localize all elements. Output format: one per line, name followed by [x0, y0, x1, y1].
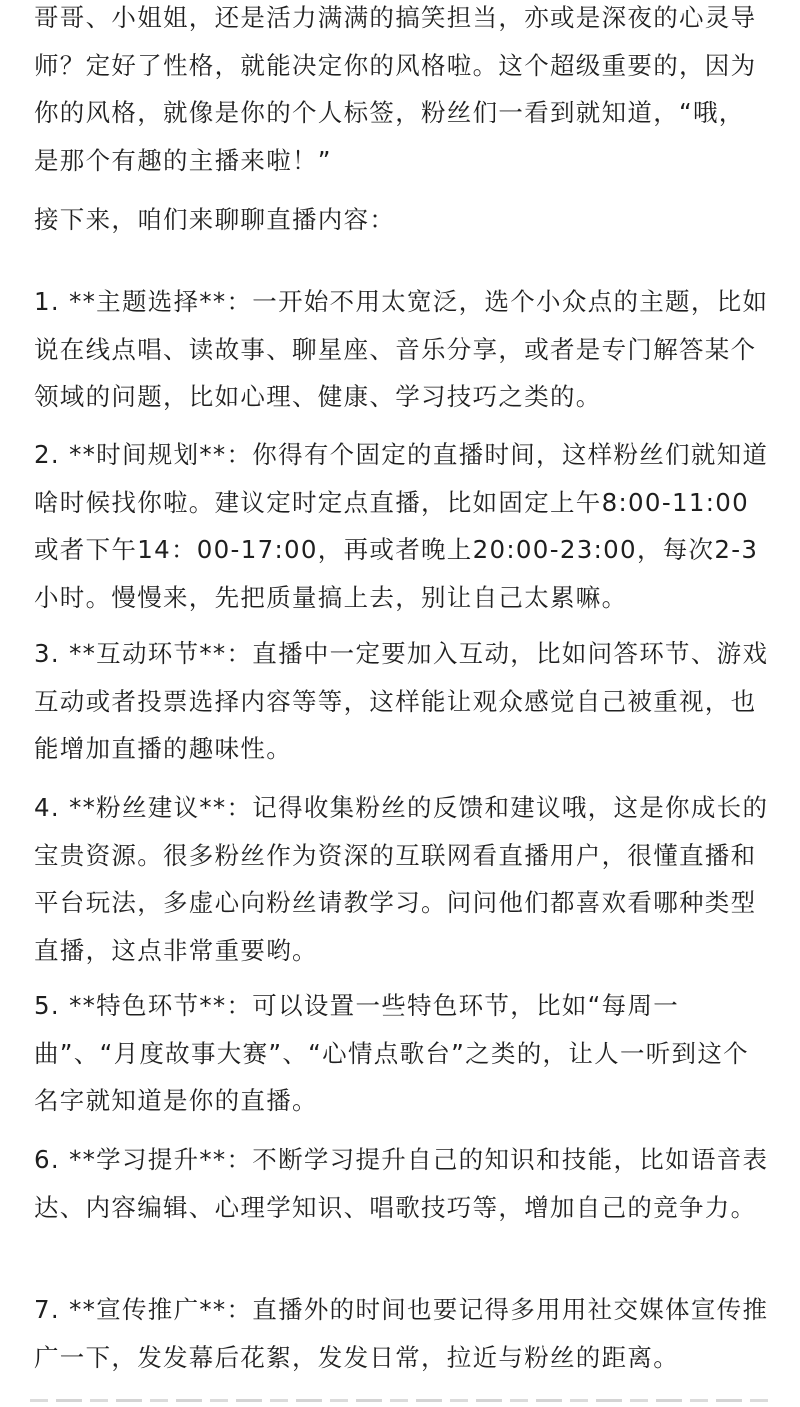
- paragraph-special-segments: 5. **特色环节**：可以设置一些特色环节，比如“每周一曲”、“月度故事大赛”、“心情点歌台”之类的，让人一听到这个名字就知道是你的直播。: [34, 991, 749, 1115]
- paragraph-fan-suggestions: 4. **粉丝建议**：记得收集粉丝的反馈和建议哦，这是你成长的宝贵资源。很多粉丝作为资深的互联网看直播用户，很懂直播和平台玩法，多虚心向粉丝请教学习。问问他们都喜欢看哪种类型直播，这点非常重要哟。: [34, 793, 769, 965]
- paragraph-content-heading: 接下来，咱们来聊聊直播内容：: [34, 205, 396, 234]
- cut-off-line-fragment: [30, 1393, 770, 1407]
- paragraph-promotion: 7. **宣传推广**：直播外的时间也要记得多用用社交媒体宣传推广一下，发发幕后花絮，发发日常，拉近与粉丝的距离。: [34, 1295, 769, 1372]
- paragraph-learning: 6. **学习提升**：不断学习提升自己的知识和技能，比如语音表达、内容编辑、心理学知识、唱歌技巧等，增加自己的竞争力。: [34, 1145, 769, 1222]
- paragraph-topic-selection: 1. **主题选择**：一开始不用太宽泛，选个小众点的主题，比如说在线点唱、读故事、聊星座、音乐分享，或者是专门解答某个领域的问题，比如心理、健康、学习技巧之类的。: [34, 287, 769, 411]
- paragraph-interaction: 3. **互动环节**：直播中一定要加入互动，比如问答环节、游戏互动或者投票选择内容等等，这样能让观众感觉自己被重视，也能增加直播的趣味性。: [34, 639, 769, 763]
- paragraph-time-planning: 2. **时间规划**：你得有个固定的直播时间，这样粉丝们就知道啥时候找你啦。建议定时定点直播，比如固定上午8:00-11:00或者下午14：00-17:00，再或者晚上20:00-23:00，每次2-3小时。慢慢来，先把质量搞上去，别让自己太累嘛。: [34, 440, 769, 612]
- paragraph-intro-continued: 哥哥、小姐姐，还是活力满满的搞笑担当，亦或是深夜的心灵导师？定好了性格，就能决定你的风格啦。这个超级重要的，因为你的风格，就像是你的个人标签，粉丝们一看到就知道，“哦，是那个有趣的主播来啦！”: [34, 3, 757, 175]
